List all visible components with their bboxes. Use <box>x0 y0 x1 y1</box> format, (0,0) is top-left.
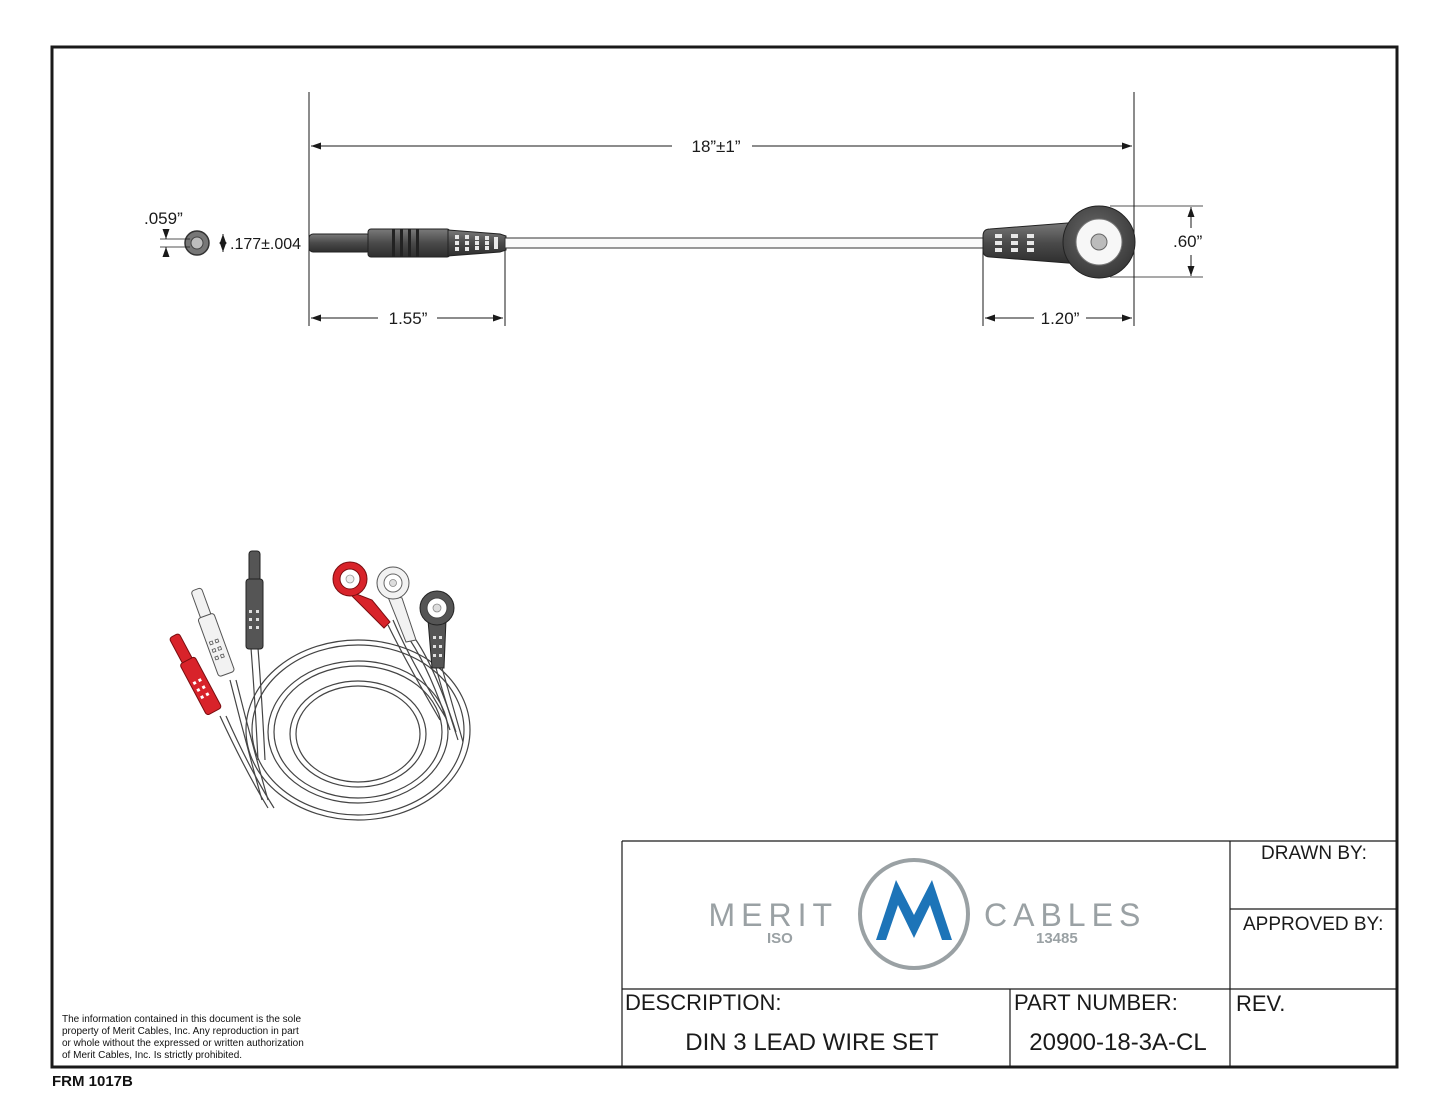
form-number: FRM 1017B <box>52 1073 133 1090</box>
snap-length-label: 1.20” <box>1040 309 1080 328</box>
logo-word-merit: MERIT <box>708 897 838 933</box>
part-number-value: 20900-18-3A-CL <box>1029 1029 1207 1056</box>
cable-dimension-view <box>144 92 1203 328</box>
disclaimer-line: property of Merit Cables, Inc. Any reproduction in part <box>62 1026 299 1037</box>
pin-diameter-label: .059” <box>144 209 183 228</box>
description-label: DESCRIPTION: <box>625 990 782 1015</box>
snap-height-label: .60” <box>1173 232 1203 251</box>
cable-coil-inner <box>290 681 426 787</box>
lead-wire-set-illustration <box>166 551 470 820</box>
black-din-plug <box>246 551 263 649</box>
pin-end-view-inner <box>191 237 203 249</box>
disclaimer-line: The information contained in this document is the sole <box>62 1014 302 1025</box>
logo-ring <box>860 860 968 968</box>
white-snap-connector <box>377 567 416 642</box>
approved-by-label: APPROVED BY: <box>1243 914 1384 935</box>
plug-diameter-label: .177±.004 <box>230 236 302 253</box>
disclaimer-line: of Merit Cables, Inc. Is strictly prohibited. <box>62 1050 243 1061</box>
logo-word-cables: CABLES <box>984 897 1147 933</box>
logo-iso-label: ISO <box>767 930 793 947</box>
logo-iso-number: 13485 <box>1036 930 1078 947</box>
description-value: DIN 3 LEAD WIRE SET <box>685 1029 939 1056</box>
merit-cables-logo <box>708 860 1146 968</box>
cable-coil-inner-2 <box>296 686 420 782</box>
drawn-by-label: DRAWN BY: <box>1261 843 1367 864</box>
plug-length-label: 1.55” <box>388 309 428 328</box>
overall-length-label: 18”±1” <box>691 137 741 156</box>
disclaimer-line: or whole without the expressed or written authorization <box>62 1038 304 1049</box>
din-plug-connector <box>309 229 506 257</box>
proprietary-disclaimer <box>62 1014 352 1062</box>
rev-label: REV. <box>1236 991 1286 1016</box>
snap-connector <box>983 206 1135 278</box>
cable-body <box>505 238 985 248</box>
part-number-label: PART NUMBER: <box>1014 990 1178 1015</box>
logo-m-mark <box>876 880 952 940</box>
